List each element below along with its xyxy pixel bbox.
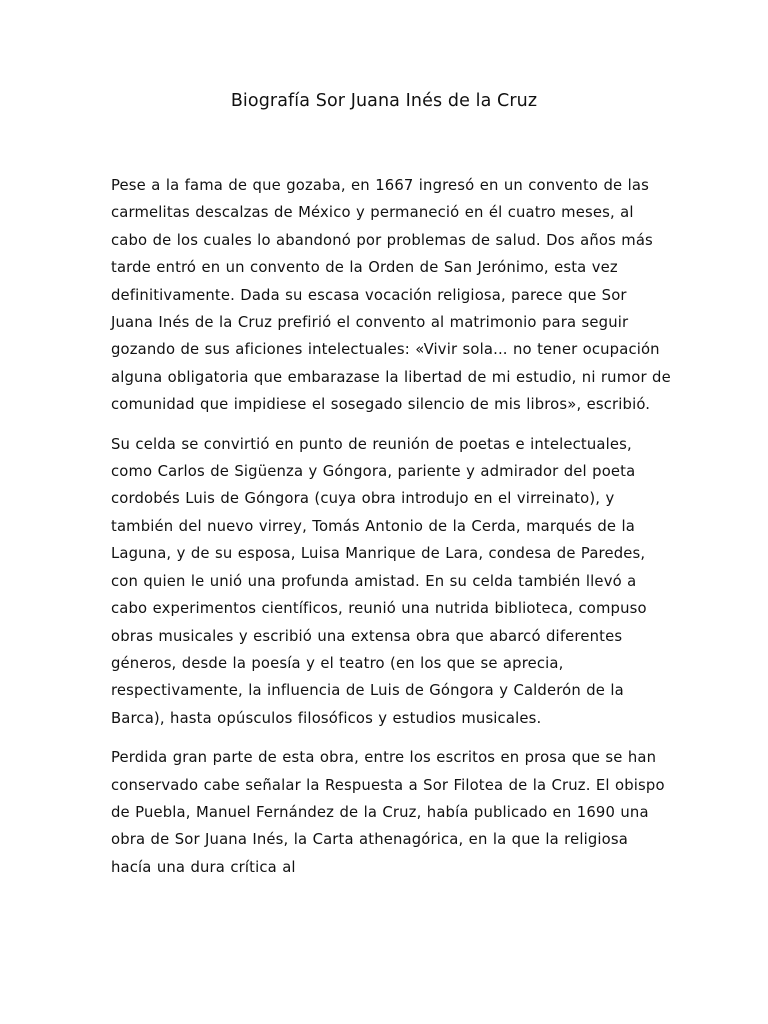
- document-title: Biografía Sor Juana Inés de la Cruz: [230, 91, 538, 111]
- paragraph-2: Su celda se convirtió en punto de reunión de poetas e intelectuales, como Carlos de Sigüenza y Góngora, pariente y admirador del poeta cordobés Luis de Góngora (cuya obra introdujo en el virreinato), y también del nuevo virrey, Tomás Antonio de la Cerda, marqués de la Laguna, y de su esposa, Luisa Manrique de Lara, condesa de Paredes, con quien le unió una profunda amistad. En su celda también llevó a cabo experimentos científicos, reunió una nutrida biblioteca, compuso obras musicales y escribió una extensa obra que abarcó diferentes géneros, desde la poesía y el teatro (en los que se aprecia, respectivamente, la influencia de Luis de Góngora y Calderón de la Barca), hasta opúsculos filosóficos y estudios musicales.: [111, 435, 647, 727]
- paragraph-1: Pese a la fama de que gozaba, en 1667 ingresó en un convento de las carmelitas descalzas de México y permaneció en él cuatro meses, al cabo de los cuales lo abandonó por problemas de salud. Dos años más tarde entró en un convento de la Orden de San Jerónimo, esta vez definitivamente. Dada su escasa vocación religiosa, parece que Sor Juana Inés de la Cruz prefirió el convento al matrimonio para seguir gozando de sus aficiones intelectuales: «Vivir sola... no tener ocupación alguna obligatoria que embarazase la libertad de mi estudio, ni rumor de comunidad que impidiese el sosegado silencio de mis libros», escribió.: [111, 177, 671, 414]
- paragraph-3: Perdida gran parte de esta obra, entre los escritos en prosa que se han conservado cabe señalar la Respuesta a Sor Filotea de la Cruz. El obispo de Puebla, Manuel Fernández de la Cruz, había publicado en 1690 una obra de Sor Juana Inés, la Carta athenagórica, en la que la religiosa hacía una dura crítica al: [111, 749, 665, 876]
- document-body: [111, 172, 671, 893]
